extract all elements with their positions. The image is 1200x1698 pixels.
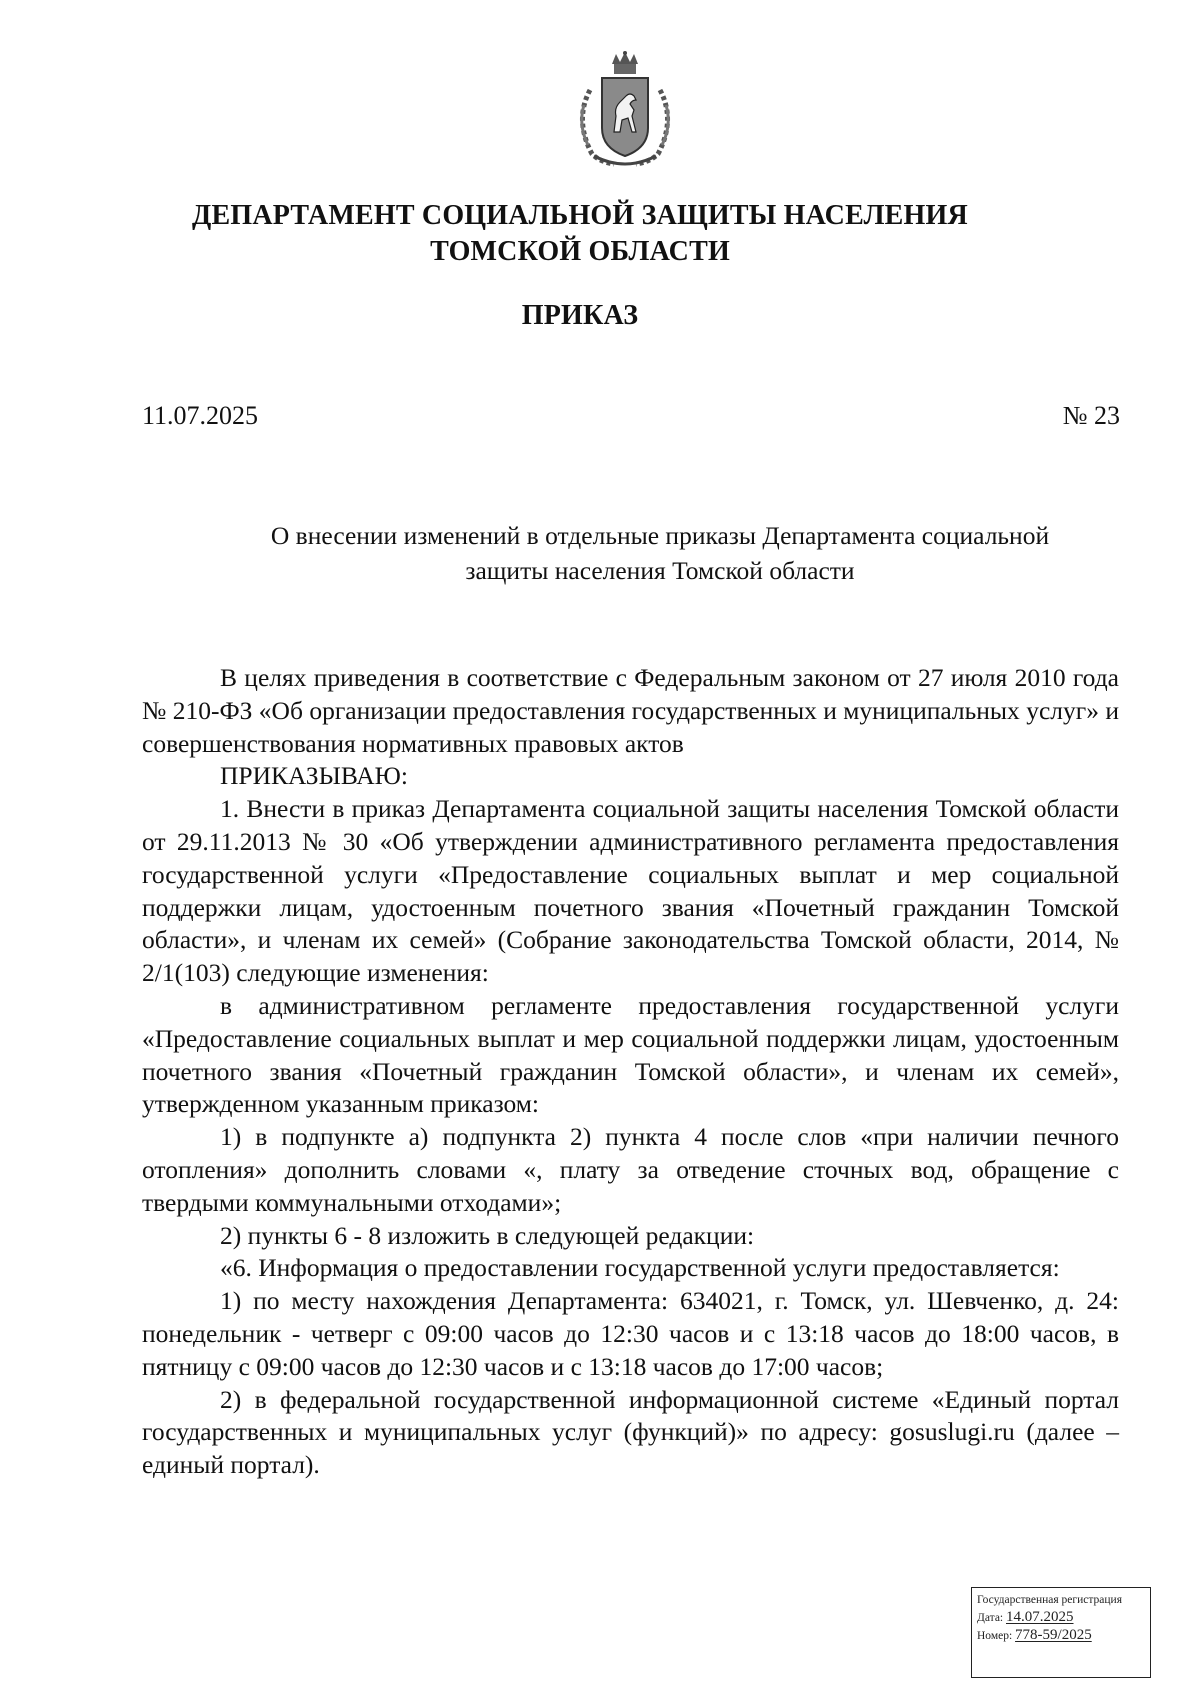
- stamp-date-label: Дата:: [977, 1612, 1004, 1624]
- order-body: [142, 662, 1119, 1482]
- order-subject-line2: защиты населения Томской области: [465, 556, 855, 585]
- order-date: 11.07.2025: [142, 401, 259, 430]
- paragraph-order-word: ПРИКАЗЫВАЮ:: [220, 761, 408, 791]
- stamp-title: Государственная регистрация: [977, 1594, 1122, 1606]
- paragraph-point-6-2: 2) в федеральной государственной информационной системе «Единый портал государственных и муниципальных услуг (функций)» по адресу: gosuslugi.ru (далее – единый портал).: [142, 1384, 1119, 1480]
- document-type: ПРИКАЗ: [521, 300, 639, 331]
- tomsk-oblast-coat-of-arms-icon: [570, 50, 680, 170]
- department-title: [0, 198, 1160, 270]
- order-number: № 23: [1062, 401, 1120, 430]
- department-title-line1: ДЕПАРТАМЕНТ СОЦИАЛЬНОЙ ЗАЩИТЫ НАСЕЛЕНИЯ: [192, 200, 968, 231]
- paragraph-point-6-1: 1) по месту нахождения Департамента: 634021, г. Томск, ул. Шевченко, д. 24: понедельник - четверг с 09:00 часов до 12:30 часов и с 13:18 часов до 18:00 часов, в пятницу с 09:00 часов до 12:30 часов и с 13:18 часов до 17:00 часов;: [142, 1286, 1119, 1381]
- stamp-date-row: [977, 1609, 1145, 1627]
- stamp-number-row: [977, 1627, 1145, 1645]
- registration-stamp: [971, 1587, 1151, 1678]
- stamp-date-value: 14.07.2025: [1006, 1609, 1074, 1625]
- paragraph-point-6: «6. Информация о предоставлении государственной услуги предоставляется:: [220, 1253, 1060, 1283]
- order-subject: [200, 518, 1120, 588]
- stamp-number-value: 778-59/2025: [1015, 1627, 1092, 1643]
- department-title-line2: ТОМСКОЙ ОБЛАСТИ: [430, 236, 730, 267]
- order-subject-line1: О внесении изменений в отдельные приказы Департамента социальной: [270, 521, 1050, 550]
- paragraph-item-1: 1. Внести в приказ Департамента социальной защиты населения Томской области от 29.11.2013 № 30 «Об утверждении административного регламента предоставления государственной услуги «Предоставление социальных выплат и мер социальной поддержки лицам, удостоенным почетного звания «Почетный гражданин Томской области», и членам их семей» (Собрание законодательства Томской области, 2014, № 2/1(103) следующие изменения:: [142, 794, 1119, 988]
- paragraph-preamble: В целях приведения в соответствие с Федеральным законом от 27 июля 2010 года № 210-ФЗ «Об организации предоставления государственных и муниципальных услуг» и совершенствования нормативных правовых актов: [142, 663, 1119, 758]
- paragraph-subitem-2: 2) пункты 6 - 8 изложить в следующей редакции:: [220, 1220, 755, 1250]
- stamp-number-label: Номер:: [977, 1630, 1013, 1642]
- paragraph-subitem-1: 1) в подпункте а) подпункта 2) пункта 4 после слов «при наличии печного отопления» дополнить словами «, плату за отведение сточных вод, обращение с твердыми коммунальными отходами»;: [142, 1122, 1119, 1217]
- paragraph-regulation: в административном регламенте предоставления государственной услуги «Предоставление социальных выплат и мер социальной поддержки лицам, удостоенным почетного звания «Почетный гражданин Томской области», и членам их семей», утвержденном указанным приказом:: [142, 990, 1119, 1119]
